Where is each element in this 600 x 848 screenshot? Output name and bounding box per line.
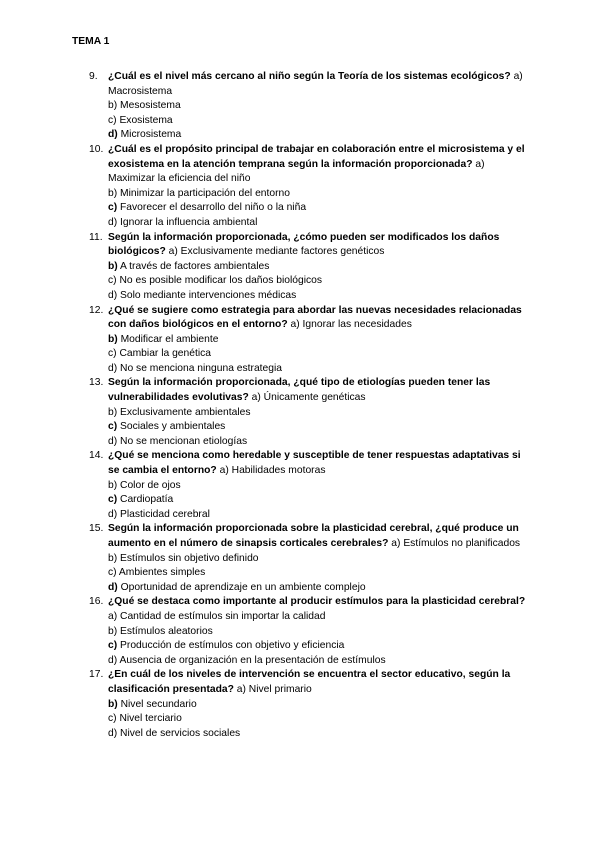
option-text: Sociales y ambientales <box>117 421 226 433</box>
question-body <box>108 304 529 377</box>
option-list <box>108 552 529 596</box>
option-letter: a) <box>251 392 261 404</box>
option-letter: d) <box>108 289 118 301</box>
option-text: Estímulos no planificados <box>400 538 521 549</box>
option-a <box>169 246 385 257</box>
question-number: 12. <box>89 304 104 316</box>
option-c <box>108 274 529 289</box>
question-number: 11. <box>89 231 103 243</box>
option-text: Cardiopatía <box>117 494 174 506</box>
question-item <box>89 70 529 143</box>
option-a <box>391 538 520 549</box>
option-d <box>108 289 529 304</box>
option-letter: d) <box>108 216 118 228</box>
option-letter: c) <box>108 494 118 506</box>
option-text: No es posible modificar los daños biológicos <box>116 275 323 287</box>
option-c <box>108 712 529 727</box>
option-letter: a) <box>108 610 118 622</box>
option-letter: b) <box>108 698 118 710</box>
option-a <box>252 392 366 403</box>
option-letter: c) <box>108 421 118 433</box>
option-a <box>108 611 326 622</box>
option-a <box>291 319 412 330</box>
option-letter: a) <box>236 683 246 695</box>
option-b <box>108 479 529 494</box>
question-stem: ¿Qué se sugiere como estrategia para abordar las nuevas necesidades relacionadas con daños biológicos en el entorno? <box>108 304 522 331</box>
option-b <box>108 552 529 567</box>
option-b <box>108 99 529 114</box>
option-letter: c) <box>108 348 117 360</box>
option-b <box>108 698 529 713</box>
question-body <box>108 595 529 668</box>
question-body <box>108 231 529 304</box>
question-item <box>89 449 529 522</box>
option-b <box>108 406 529 421</box>
option-list <box>108 479 529 523</box>
option-a <box>237 684 312 695</box>
option-letter: d) <box>108 581 118 593</box>
option-text: Exclusivamente ambientales <box>117 406 251 418</box>
question-item <box>89 143 529 231</box>
option-a <box>237 684 312 695</box>
option-letter: b) <box>108 333 118 345</box>
option-list <box>108 625 529 669</box>
question-body <box>108 376 529 449</box>
question-stem: Según la información proporcionada, ¿cómo pueden ser modificados los daños biológicos? <box>108 231 500 258</box>
option-text: Mesosistema <box>117 100 181 112</box>
option-text: Nivel secundario <box>117 698 197 710</box>
question-number: 16. <box>89 596 104 608</box>
option-text: No se menciona ninguna estrategia <box>117 362 283 374</box>
option-a <box>391 538 520 549</box>
option-letter: a) <box>219 465 229 477</box>
option-b <box>108 187 529 202</box>
option-letter: b) <box>108 479 118 491</box>
option-c <box>108 420 529 435</box>
option-c <box>108 114 529 129</box>
option-b <box>108 625 529 640</box>
option-text: Ambientes simples <box>116 567 206 579</box>
option-a <box>169 246 385 257</box>
question-stem: ¿Cuál es el propósito principal de trabajar en colaboración entre el microsistema y el exosistema en la atención temprana según la información proporcionada? <box>108 143 525 170</box>
option-d <box>108 362 529 377</box>
option-text: Únicamente genéticas <box>260 392 366 404</box>
question-number: 17. <box>89 669 104 681</box>
question-number: 15. <box>89 523 104 535</box>
question-item <box>89 304 529 377</box>
question-body <box>108 668 529 741</box>
option-text: Maximizar la eficiencia del niño <box>108 173 251 185</box>
option-text: Modificar el ambiente <box>117 333 219 345</box>
option-text: Oportunidad de aprendizaje en un ambiente complejo <box>117 581 366 593</box>
option-letter: d) <box>108 435 118 447</box>
question-item <box>89 376 529 449</box>
option-letter: c) <box>108 713 117 725</box>
option-text: Estímulos sin objetivo definido <box>117 552 259 564</box>
option-c <box>108 201 529 216</box>
option-text: Exosistema <box>116 114 173 126</box>
option-b <box>108 260 529 275</box>
option-letter: d) <box>108 508 118 520</box>
option-a <box>220 465 326 476</box>
question-body <box>108 449 529 522</box>
option-text: Producción de estímulos con objetivo y eficiencia <box>117 640 345 652</box>
question-number: 10. <box>89 143 104 155</box>
option-text: Exclusivamente mediante factores genéticos <box>177 246 385 258</box>
question-item <box>89 522 529 595</box>
option-text: Nivel de servicios sociales <box>117 727 241 739</box>
option-list <box>108 99 529 143</box>
option-letter: c) <box>108 640 118 652</box>
option-letter: c) <box>108 275 117 287</box>
option-letter: a) <box>475 158 485 170</box>
option-text: A través de factores ambientales <box>117 260 270 272</box>
option-list <box>108 260 529 304</box>
question-body <box>108 70 529 143</box>
option-text: Ignorar las necesidades <box>299 319 412 331</box>
option-letter: b) <box>108 187 118 199</box>
option-text: Macrosistema <box>108 85 173 97</box>
option-text: Microsistema <box>117 129 182 141</box>
question-list <box>89 70 529 741</box>
option-list <box>108 333 529 377</box>
option-text: Nivel primario <box>245 683 312 695</box>
option-text: Ausencia de organización en la presentación de estímulos <box>117 654 386 666</box>
option-text: Color de ojos <box>117 479 181 491</box>
question-stem: ¿Cuál es el nivel más cercano al niño según la Teoría de los sistemas ecológicos? <box>108 71 511 82</box>
option-c <box>108 566 529 581</box>
option-letter: a) <box>391 538 401 549</box>
option-letter: d) <box>108 727 118 739</box>
option-letter: a) <box>168 246 178 258</box>
option-text: Nivel terciario <box>116 713 182 725</box>
question-body <box>108 522 529 595</box>
question-stem: Según la información proporcionada, ¿qué tipo de etiologías pueden tener las vulnerabilidades evolutivas? <box>108 377 491 404</box>
option-list <box>108 698 529 742</box>
option-letter: d) <box>108 129 118 141</box>
option-d <box>108 727 529 742</box>
option-letter: b) <box>108 100 118 112</box>
option-letter: b) <box>108 552 118 564</box>
option-c <box>108 639 529 654</box>
question-stem: ¿En cuál de los niveles de intervención se encuentra el sector educativo, según la clasificación presentada? <box>108 669 511 695</box>
option-letter: d) <box>108 654 118 666</box>
option-letter: c) <box>108 567 117 579</box>
option-a <box>220 465 326 476</box>
option-letter: b) <box>108 406 118 418</box>
option-letter: b) <box>108 625 118 637</box>
option-text: Estímulos aleatorios <box>117 625 213 637</box>
option-a <box>252 392 366 403</box>
option-a <box>108 611 326 622</box>
question-stem: ¿Qué se menciona como heredable y susceptible de tener respuestas adaptativas si se cambia el entorno? <box>108 450 521 477</box>
option-c <box>108 347 529 362</box>
option-d <box>108 216 529 231</box>
option-d <box>108 654 529 669</box>
question-item <box>89 668 529 741</box>
option-text: Solo mediante intervenciones médicas <box>117 289 297 301</box>
option-d <box>108 435 529 450</box>
option-text: Favorecer el desarrollo del niño o la niña <box>117 202 307 214</box>
option-text: No se mencionan etiologías <box>117 435 248 447</box>
question-item <box>89 231 529 304</box>
question-body <box>108 143 529 231</box>
option-text: Ignorar la influencia ambiental <box>117 216 258 228</box>
option-text: Plasticidad cerebral <box>117 508 210 520</box>
question-item <box>89 595 529 668</box>
option-text: Cambiar la genética <box>116 348 212 360</box>
option-d <box>108 581 529 596</box>
option-list <box>108 187 529 231</box>
option-text: Cantidad de estímulos sin importar la calidad <box>117 610 326 622</box>
page-title: TEMA 1 <box>72 36 110 47</box>
question-number: 14. <box>89 450 104 462</box>
option-letter: a) <box>290 319 300 331</box>
option-b <box>108 333 529 348</box>
option-d <box>108 128 529 143</box>
question-number: 13. <box>89 377 104 389</box>
option-c <box>108 493 529 508</box>
option-d <box>108 508 529 523</box>
option-letter: d) <box>108 362 118 374</box>
option-text: Minimizar la participación del entorno <box>117 187 290 199</box>
question-number: 9. <box>89 71 98 82</box>
option-text: Habilidades motoras <box>228 465 326 477</box>
option-letter: c) <box>108 114 117 126</box>
question-stem: Según la información proporcionada sobre la plasticidad cerebral, ¿qué produce un aumento en el número de sinapsis corticales cerebrales? <box>108 523 519 549</box>
option-letter: b) <box>108 260 118 272</box>
option-a <box>291 319 412 330</box>
option-letter: a) <box>513 71 523 82</box>
option-list <box>108 406 529 450</box>
question-stem: ¿Qué se destaca como importante al producir estímulos para la plasticidad cerebral? <box>108 596 526 608</box>
option-letter: c) <box>108 202 118 214</box>
